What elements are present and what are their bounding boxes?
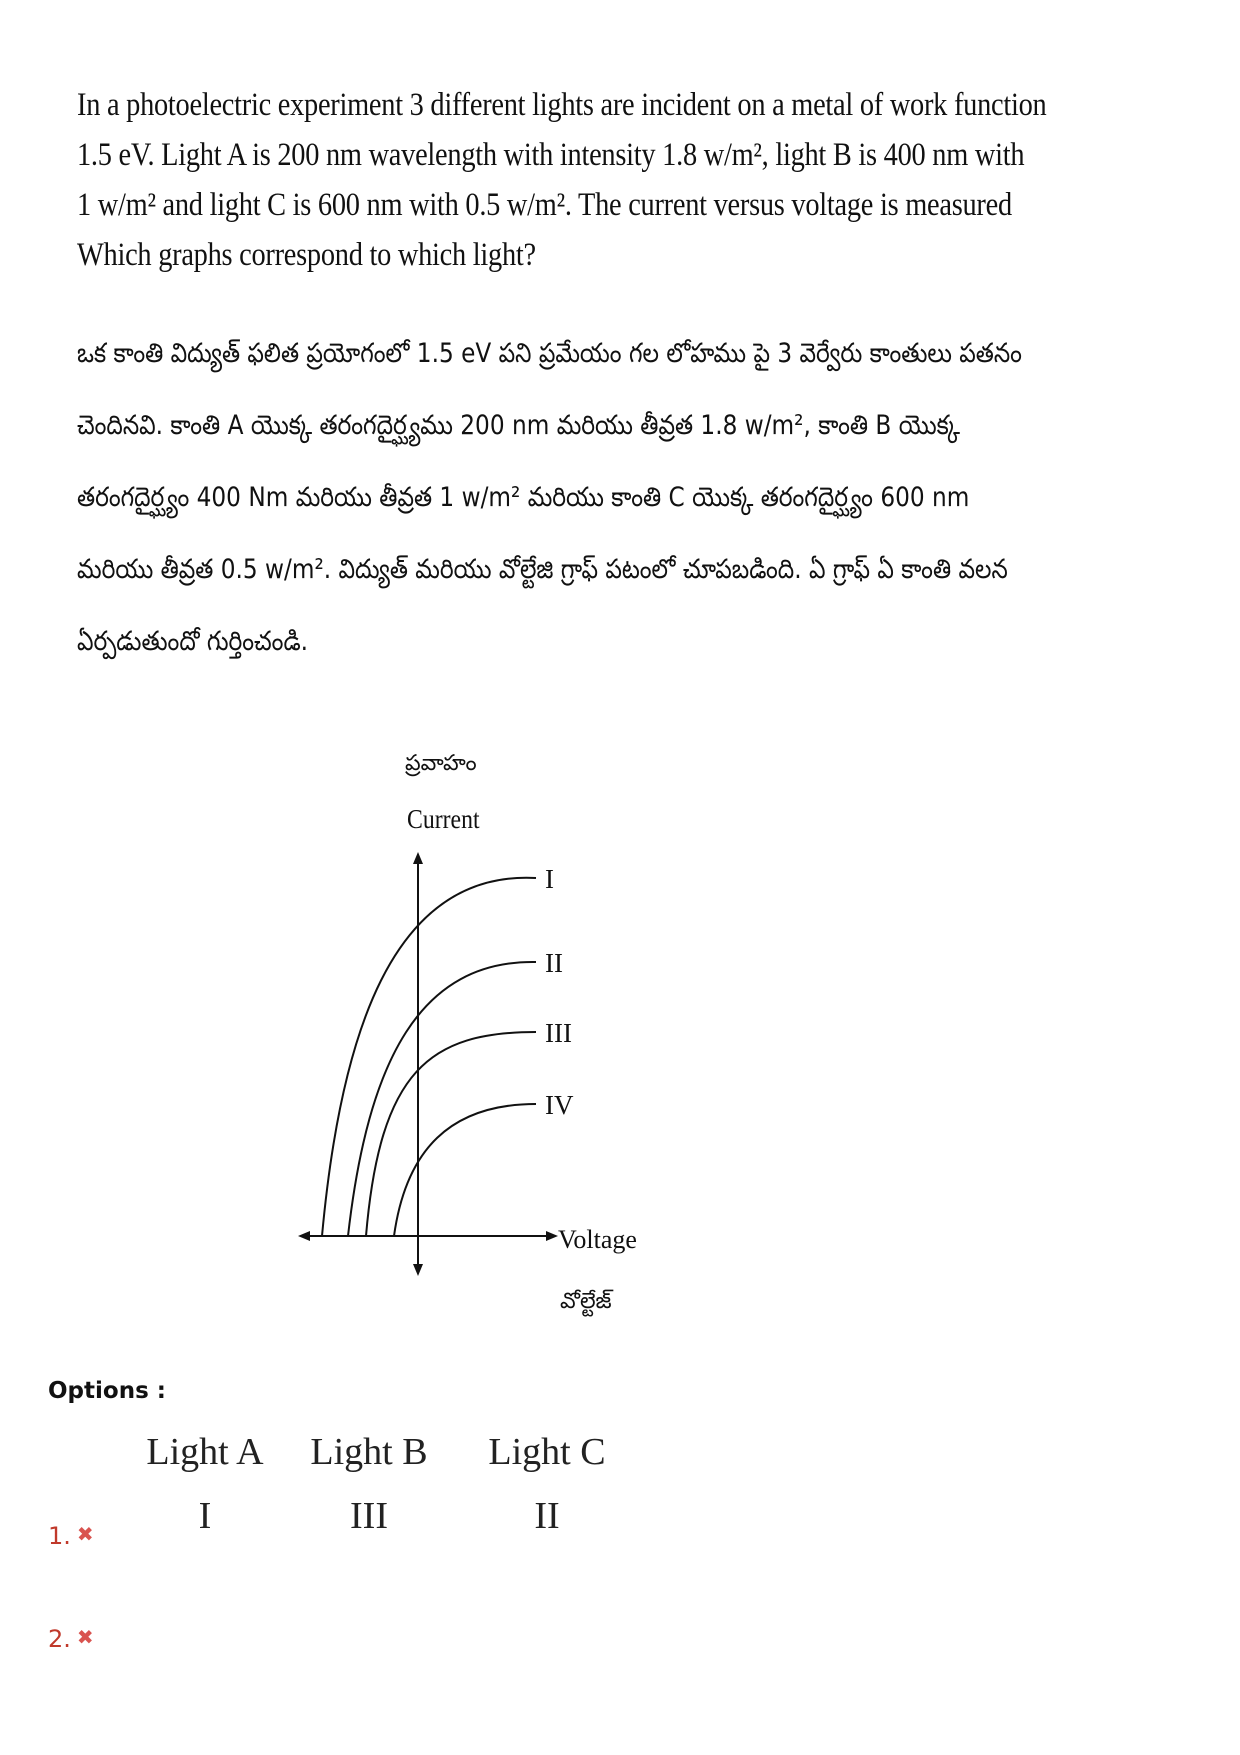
curve-label-IV: IV xyxy=(545,1090,574,1120)
question-line-te: ఏర్పడుతుందో గుర్తించండి. xyxy=(77,626,309,657)
curve-III xyxy=(366,1032,536,1236)
y-axis-label-te: ప్రవాహం xyxy=(405,751,477,776)
question-line-te: చెందినవి. కాంతి A యొక్క తరంగదైర్ఘ్యము 200 nm మరియు తీవ్రత 1.8 w/m², కాంతి B యొక్క xyxy=(77,410,960,441)
header-light-b: Light B xyxy=(310,1431,428,1473)
current-voltage-graph xyxy=(290,740,670,1340)
value-light-b: III xyxy=(350,1495,388,1537)
option-1[interactable] xyxy=(48,1522,94,1550)
question-line-part: 1.5 eV. Light A is 200 nm wavelength with intensity 1.8 w/m², light B is 400 nm with xyxy=(77,137,1025,173)
x-axis-label: Voltage xyxy=(558,1225,637,1254)
options-label: Options : xyxy=(48,1378,166,1404)
question-english xyxy=(77,80,1047,280)
header-light-a: Light A xyxy=(146,1431,264,1473)
curve-label-III: III xyxy=(545,1018,572,1048)
curve-I xyxy=(322,878,536,1236)
option-table-header xyxy=(130,1430,636,1474)
question-telugu xyxy=(77,318,1022,678)
option-table-values xyxy=(130,1494,636,1538)
option-2[interactable] xyxy=(48,1625,94,1653)
option-number: 2. xyxy=(48,1625,71,1653)
x-axis-label-te: వోల్టేజ్ xyxy=(560,1289,612,1314)
question-line xyxy=(77,130,1025,180)
question-line: 1 w/m² and light C is 600 nm with 0.5 w/m². The current versus voltage is measured xyxy=(77,187,1012,223)
y-axis-arrow-down xyxy=(413,1264,423,1276)
curve-label-I: I xyxy=(545,864,554,894)
x-axis-arrow-right xyxy=(546,1231,558,1241)
y-axis-label: Current xyxy=(407,803,480,835)
x-axis-arrow-left xyxy=(298,1231,310,1241)
value-light-a: I xyxy=(198,1495,212,1537)
question-line: In a photoelectric experiment 3 different lights are incident on a metal of work function xyxy=(77,87,1047,123)
question-line-te: తరంగదైర్ఘ్యం 400 Nm మరియు తీవ్రత 1 w/m² మరియు కాంతి C యొక్క తరంగదైర్ఘ్యం 600 nm xyxy=(77,482,970,513)
curve-II xyxy=(348,962,536,1236)
value-light-c: II xyxy=(534,1495,560,1537)
header-light-c: Light C xyxy=(488,1431,606,1473)
option-1-table xyxy=(130,1430,636,1538)
question-line-te: మరియు తీవ్రత 0.5 w/m². విద్యుత్ మరియు వోల్టేజి గ్రాఫ్ పటంలో చూపబడింది. ఏ గ్రాఫ్ ఏ కాంతి వలన xyxy=(77,554,1008,585)
wrong-mark-icon: ✖ xyxy=(76,1625,94,1649)
wrong-mark-icon: ✖ xyxy=(76,1522,94,1546)
y-axis-arrow-up xyxy=(413,852,423,864)
curve-label-II: II xyxy=(545,948,563,978)
question-line-te: ఒక కాంతి విద్యుత్ ఫలిత ప్రయోగంలో 1.5 eV పని ప్రమేయం గల లోహము పై 3 వెర్వేరు కాంతులు పతనం xyxy=(77,338,1022,369)
question-line: Which graphs correspond to which light? xyxy=(77,237,536,273)
option-number: 1. xyxy=(48,1522,71,1550)
curve-IV xyxy=(394,1104,536,1236)
